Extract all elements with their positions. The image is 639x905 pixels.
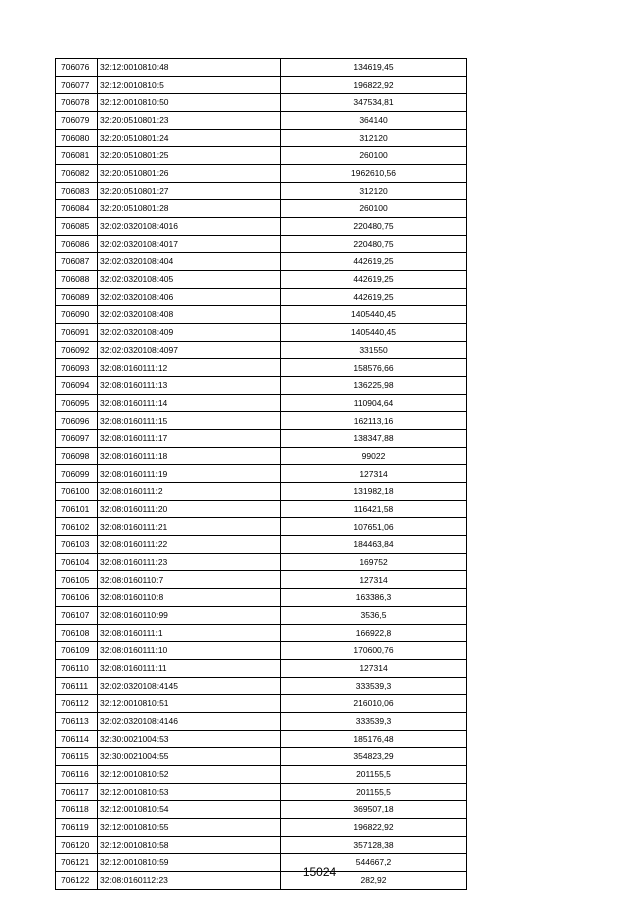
cadastral-number-cell: 32:20:0510801:27	[98, 182, 281, 200]
cadastral-value-cell: 220480,75	[281, 218, 467, 236]
row-number-cell: 706115	[56, 748, 98, 766]
table-row	[56, 606, 467, 624]
row-number-cell: 706108	[56, 624, 98, 642]
cadastral-number-cell: 32:08:0160111:12	[98, 359, 281, 377]
cadastral-value-cell: 260100	[281, 147, 467, 165]
cadastral-number-cell: 32:02:0320108:406	[98, 288, 281, 306]
cadastral-value-cell: 442619,25	[281, 271, 467, 289]
cadastral-number-cell: 32:08:0160112:23	[98, 871, 281, 889]
row-number-cell: 706106	[56, 589, 98, 607]
row-number-cell: 706119	[56, 818, 98, 836]
cadastral-value-cell: 99022	[281, 447, 467, 465]
table-row	[56, 836, 467, 854]
cadastral-value-cell: 220480,75	[281, 235, 467, 253]
row-number-cell: 706109	[56, 642, 98, 660]
table-row	[56, 571, 467, 589]
row-number-cell: 706087	[56, 253, 98, 271]
cadastral-value-cell: 196822,92	[281, 76, 467, 94]
cadastral-value-cell: 1405440,45	[281, 324, 467, 342]
table-body	[56, 59, 467, 890]
table-row	[56, 377, 467, 395]
table-row	[56, 112, 467, 130]
cadastral-number-cell: 32:12:0010810:58	[98, 836, 281, 854]
table-row	[56, 271, 467, 289]
table-row	[56, 589, 467, 607]
row-number-cell: 706092	[56, 341, 98, 359]
cadastral-value-cell: 347534,81	[281, 94, 467, 112]
cadastral-value-cell: 162113,16	[281, 412, 467, 430]
cadastral-number-cell: 32:08:0160111:1	[98, 624, 281, 642]
table-row	[56, 624, 467, 642]
table-row	[56, 430, 467, 448]
table-row	[56, 518, 467, 536]
cadastral-value-cell: 131982,18	[281, 483, 467, 501]
cadastral-number-cell: 32:02:0320108:4097	[98, 341, 281, 359]
row-number-cell: 706082	[56, 165, 98, 183]
table-row	[56, 695, 467, 713]
cadastral-value-cell: 127314	[281, 659, 467, 677]
cadastral-number-cell: 32:12:0010810:48	[98, 59, 281, 77]
cadastral-number-cell: 32:08:0160111:2	[98, 483, 281, 501]
row-number-cell: 706097	[56, 430, 98, 448]
cadastral-value-cell: 138347,88	[281, 430, 467, 448]
table-row	[56, 341, 467, 359]
table-row	[56, 500, 467, 518]
row-number-cell: 706114	[56, 730, 98, 748]
table-row	[56, 765, 467, 783]
table-row	[56, 659, 467, 677]
cadastral-number-cell: 32:08:0160111:23	[98, 553, 281, 571]
table-row	[56, 76, 467, 94]
table-row	[56, 359, 467, 377]
table-row	[56, 235, 467, 253]
row-number-cell: 706118	[56, 801, 98, 819]
cadastral-value-cell: 1962610,56	[281, 165, 467, 183]
cadastral-value-cell: 185176,48	[281, 730, 467, 748]
cadastral-number-cell: 32:20:0510801:26	[98, 165, 281, 183]
row-number-cell: 706120	[56, 836, 98, 854]
cadastral-value-cell: 184463,84	[281, 536, 467, 554]
cadastral-number-cell: 32:20:0510801:28	[98, 200, 281, 218]
row-number-cell: 706081	[56, 147, 98, 165]
row-number-cell: 706084	[56, 200, 98, 218]
row-number-cell: 706085	[56, 218, 98, 236]
cadastral-value-cell: 1405440,45	[281, 306, 467, 324]
cadastral-value-cell: 354823,29	[281, 748, 467, 766]
table-row	[56, 182, 467, 200]
row-number-cell: 706094	[56, 377, 98, 395]
cadastral-number-cell: 32:08:0160110:7	[98, 571, 281, 589]
table-row	[56, 465, 467, 483]
cadastral-value-cell: 216010,06	[281, 695, 467, 713]
cadastral-value-cell: 369507,18	[281, 801, 467, 819]
cadastral-number-cell: 32:20:0510801:25	[98, 147, 281, 165]
row-number-cell: 706101	[56, 500, 98, 518]
cadastral-number-cell: 32:08:0160110:99	[98, 606, 281, 624]
cadastral-number-cell: 32:02:0320108:4016	[98, 218, 281, 236]
row-number-cell: 706078	[56, 94, 98, 112]
cadastral-value-cell: 116421,58	[281, 500, 467, 518]
cadastral-number-cell: 32:08:0160111:13	[98, 377, 281, 395]
row-number-cell: 706122	[56, 871, 98, 889]
cadastral-value-cell: 158576,66	[281, 359, 467, 377]
cadastral-number-cell: 32:12:0010810:5	[98, 76, 281, 94]
cadastral-value-cell: 201155,5	[281, 783, 467, 801]
table-row	[56, 324, 467, 342]
cadastral-value-cell: 134619,45	[281, 59, 467, 77]
table-row	[56, 783, 467, 801]
row-number-cell: 706102	[56, 518, 98, 536]
row-number-cell: 706117	[56, 783, 98, 801]
row-number-cell: 706105	[56, 571, 98, 589]
row-number-cell: 706091	[56, 324, 98, 342]
row-number-cell: 706121	[56, 854, 98, 872]
table-row	[56, 447, 467, 465]
cadastral-number-cell: 32:12:0010810:50	[98, 94, 281, 112]
cadastral-number-cell: 32:02:0320108:4145	[98, 677, 281, 695]
cadastral-number-cell: 32:02:0320108:409	[98, 324, 281, 342]
cadastral-value-cell: 333539,3	[281, 712, 467, 730]
cadastral-value-cell: 127314	[281, 571, 467, 589]
row-number-cell: 706088	[56, 271, 98, 289]
row-number-cell: 706104	[56, 553, 98, 571]
cadastral-number-cell: 32:08:0160111:17	[98, 430, 281, 448]
cadastral-value-cell: 364140	[281, 112, 467, 130]
document-page	[55, 58, 466, 890]
table-row	[56, 677, 467, 695]
cadastral-value-cell: 201155,5	[281, 765, 467, 783]
cadastral-number-cell: 32:08:0160111:14	[98, 394, 281, 412]
cadastral-value-cell: 357128,38	[281, 836, 467, 854]
cadastral-value-cell: 333539,3	[281, 677, 467, 695]
cadastral-value-cell: 312120	[281, 182, 467, 200]
cadastral-number-cell: 32:12:0010810:53	[98, 783, 281, 801]
table-row	[56, 200, 467, 218]
cadastral-number-cell: 32:02:0320108:4146	[98, 712, 281, 730]
table-row	[56, 394, 467, 412]
table-row	[56, 730, 467, 748]
page-number: 15024	[302, 865, 337, 879]
table-row	[56, 147, 467, 165]
row-number-cell: 706098	[56, 447, 98, 465]
cadastral-number-cell: 32:12:0010810:51	[98, 695, 281, 713]
table-row	[56, 536, 467, 554]
row-number-cell: 706083	[56, 182, 98, 200]
cadastral-number-cell: 32:08:0160111:11	[98, 659, 281, 677]
cadastral-number-cell: 32:12:0010810:54	[98, 801, 281, 819]
cadastral-value-cell: 442619,25	[281, 253, 467, 271]
cadastral-value-cell: 166922,8	[281, 624, 467, 642]
row-number-cell: 706110	[56, 659, 98, 677]
cadastral-value-cell: 163386,3	[281, 589, 467, 607]
table-row	[56, 712, 467, 730]
cadastral-value-cell: 110904,64	[281, 394, 467, 412]
row-number-cell: 706095	[56, 394, 98, 412]
cadastral-value-cell: 127314	[281, 465, 467, 483]
cadastral-number-cell: 32:30:0021004:55	[98, 748, 281, 766]
table-row	[56, 59, 467, 77]
table-row	[56, 801, 467, 819]
table-row	[56, 553, 467, 571]
table-row	[56, 748, 467, 766]
table-row	[56, 306, 467, 324]
row-number-cell: 706100	[56, 483, 98, 501]
cadastral-number-cell: 32:08:0160111:20	[98, 500, 281, 518]
table-row	[56, 218, 467, 236]
row-number-cell: 706116	[56, 765, 98, 783]
row-number-cell: 706113	[56, 712, 98, 730]
cadastral-value-cell: 312120	[281, 129, 467, 147]
row-number-cell: 706107	[56, 606, 98, 624]
table-row	[56, 165, 467, 183]
table-row	[56, 94, 467, 112]
cadastral-value-cell: 107651,06	[281, 518, 467, 536]
row-number-cell: 706086	[56, 235, 98, 253]
table-row	[56, 483, 467, 501]
cadastral-number-cell: 32:02:0320108:404	[98, 253, 281, 271]
cadastral-number-cell: 32:30:0021004:53	[98, 730, 281, 748]
row-number-cell: 706077	[56, 76, 98, 94]
cadastral-value-cell: 282,92	[281, 871, 467, 889]
cadastral-number-cell: 32:08:0160111:18	[98, 447, 281, 465]
cadastral-number-cell: 32:08:0160111:21	[98, 518, 281, 536]
cadastral-number-cell: 32:08:0160111:10	[98, 642, 281, 660]
cadastral-value-cell: 170600,76	[281, 642, 467, 660]
row-number-cell: 706076	[56, 59, 98, 77]
row-number-cell: 706093	[56, 359, 98, 377]
row-number-cell: 706090	[56, 306, 98, 324]
table-row	[56, 642, 467, 660]
table-row	[56, 129, 467, 147]
cadastral-value-cell: 442619,25	[281, 288, 467, 306]
row-number-cell: 706079	[56, 112, 98, 130]
row-number-cell: 706112	[56, 695, 98, 713]
cadastral-number-cell: 32:02:0320108:408	[98, 306, 281, 324]
table-row	[56, 253, 467, 271]
table-row	[56, 288, 467, 306]
row-number-cell: 706103	[56, 536, 98, 554]
row-number-cell: 706089	[56, 288, 98, 306]
cadastral-number-cell: 32:12:0010810:52	[98, 765, 281, 783]
cadastral-value-cell: 544667,2	[281, 854, 467, 872]
cadastral-value-cell: 331550	[281, 341, 467, 359]
row-number-cell: 706080	[56, 129, 98, 147]
cadastral-value-cell: 260100	[281, 200, 467, 218]
cadastral-number-cell: 32:02:0320108:4017	[98, 235, 281, 253]
cadastral-number-cell: 32:08:0160111:22	[98, 536, 281, 554]
row-number-cell: 706096	[56, 412, 98, 430]
cadastral-number-cell: 32:08:0160110:8	[98, 589, 281, 607]
cadastral-number-cell: 32:20:0510801:24	[98, 129, 281, 147]
cadastral-number-cell: 32:12:0010810:55	[98, 818, 281, 836]
cadastral-value-table	[55, 58, 467, 890]
cadastral-number-cell: 32:12:0010810:59	[98, 854, 281, 872]
cadastral-number-cell: 32:08:0160111:15	[98, 412, 281, 430]
cadastral-number-cell: 32:02:0320108:405	[98, 271, 281, 289]
row-number-cell: 706099	[56, 465, 98, 483]
cadastral-value-cell: 169752	[281, 553, 467, 571]
cadastral-number-cell: 32:08:0160111:19	[98, 465, 281, 483]
cadastral-number-cell: 32:20:0510801:23	[98, 112, 281, 130]
cadastral-value-cell: 136225,98	[281, 377, 467, 395]
table-row	[56, 818, 467, 836]
cadastral-value-cell: 196822,92	[281, 818, 467, 836]
table-row	[56, 412, 467, 430]
cadastral-value-cell: 3536,5	[281, 606, 467, 624]
row-number-cell: 706111	[56, 677, 98, 695]
